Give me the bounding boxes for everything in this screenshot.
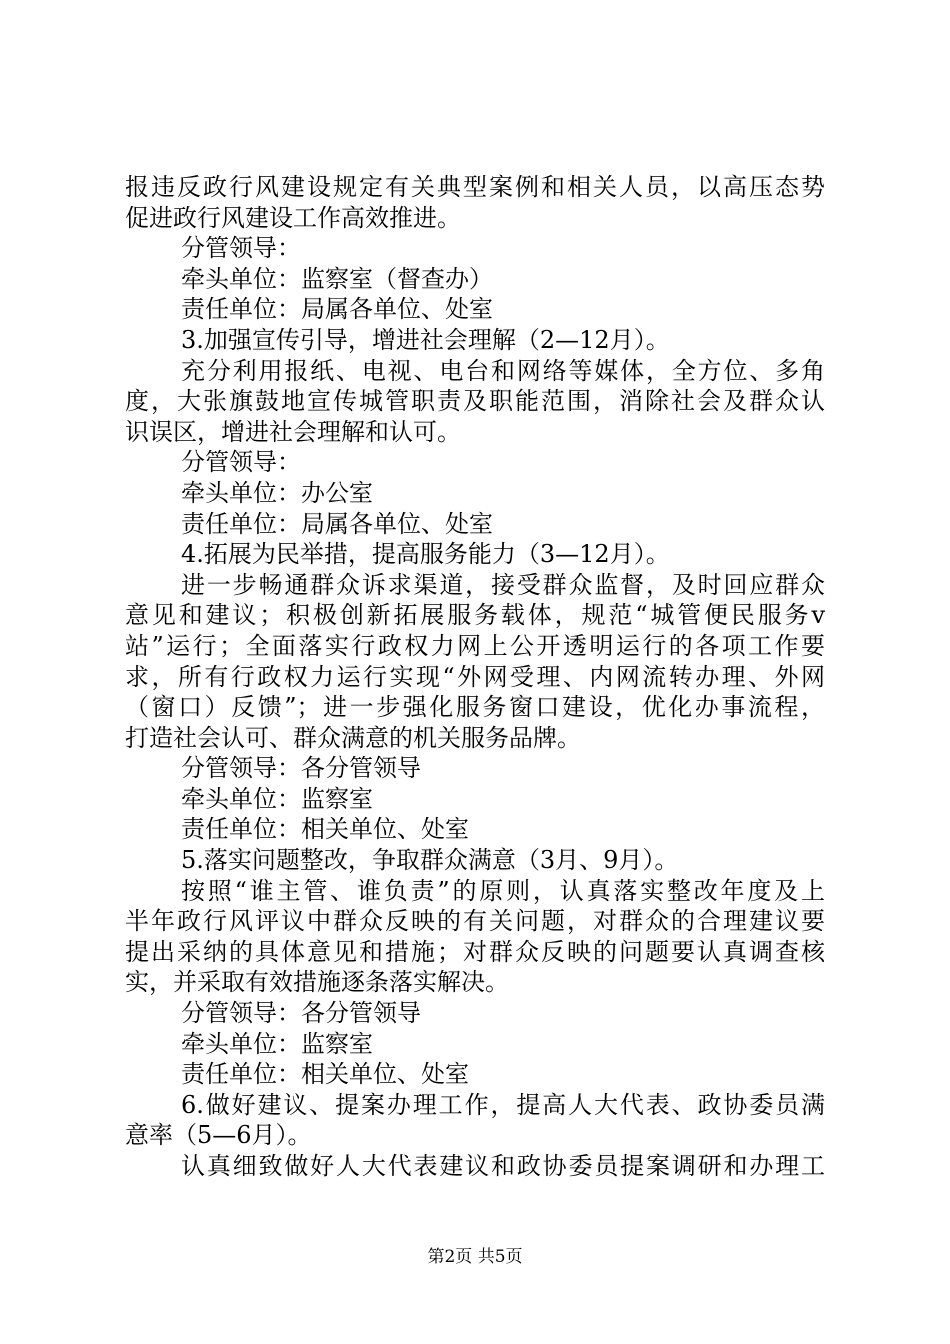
text-line: 牵头单位：监察室: [181, 784, 373, 813]
text-line: 分管领导：各分管领导: [181, 999, 421, 1028]
text-line: 分管领导：: [181, 448, 301, 477]
text-line: 实，并采取有效措施逐条落实解决。: [125, 968, 509, 997]
text-line: 进一步畅通群众诉求渠道，接受群众监督，及时回应群众: [181, 570, 825, 599]
text-line: 意见和建议；积极创新拓展服务载体，规范“城管便民服务v: [125, 601, 825, 630]
text-line: 牵头单位：办公室: [181, 478, 373, 507]
text-line: 责任单位：相关单位、处室: [181, 815, 469, 844]
text-line: 度，大张旗鼓地宣传城管职责及职能范围，消除社会及群众认: [125, 387, 825, 416]
text-line: 6.做好建议、提案办理工作，提高人大代表、政协委员满: [181, 1090, 825, 1119]
page-footer: 第2页 共5页: [427, 1247, 523, 1267]
text-line: 求，所有行政权力运行实现“外网受理、内网流转办理、外网: [125, 662, 825, 691]
text-line: 提出采纳的具体意见和措施；对群众反映的问题要认真调查核: [125, 937, 825, 966]
text-line: 4.拓展为民举措，提高服务能力（3—12月）。: [181, 540, 670, 569]
text-line: 责任单位：相关单位、处室: [181, 1060, 469, 1089]
document-body: [125, 172, 825, 1182]
text-line: 牵头单位：监察室（督查办）: [181, 264, 493, 293]
text-line: 3.加强宣传引导，增进社会理解（2—12月）。: [181, 325, 670, 354]
text-line: 5.落实问题整改，争取群众满意（3月、9月）。: [181, 846, 679, 875]
text-line: （窗口）反馈”；进一步强化服务窗口建设，优化办事流程，: [125, 693, 825, 722]
text-line: 认真细致做好人大代表建议和政协委员提案调研和办理工: [181, 1152, 825, 1180]
text-line: 责任单位：局属各单位、处室: [181, 295, 493, 324]
text-line: 意率（5—6月）。: [125, 1121, 312, 1150]
text-line: 充分利用报纸、电视、电台和网络等媒体，全方位、多角: [181, 356, 825, 385]
text-line: 识误区，增进社会理解和认可。: [125, 417, 461, 446]
text-line: 分管领导：各分管领导: [181, 754, 421, 783]
text-line: 按照“谁主管、谁负责”的原则，认真落实整改年度及上: [181, 876, 825, 905]
text-line: 牵头单位：监察室: [181, 1029, 373, 1058]
text-line: 报违反政行风建设规定有关典型案例和相关人员，以高压态势: [125, 173, 825, 201]
text-line: 半年政行风评议中群众反映的有关问题，对群众的合理建议要: [125, 907, 825, 936]
text-line: 打造社会认可、群众满意的机关服务品牌。: [125, 723, 581, 752]
text-line: 站”运行；全面落实行政权力网上公开透明运行的各项工作要: [125, 631, 825, 660]
text-line: 促进政行风建设工作高效推进。: [125, 203, 461, 232]
text-line: 分管领导：: [181, 234, 301, 263]
text-line: 责任单位：局属各单位、处室: [181, 509, 493, 538]
